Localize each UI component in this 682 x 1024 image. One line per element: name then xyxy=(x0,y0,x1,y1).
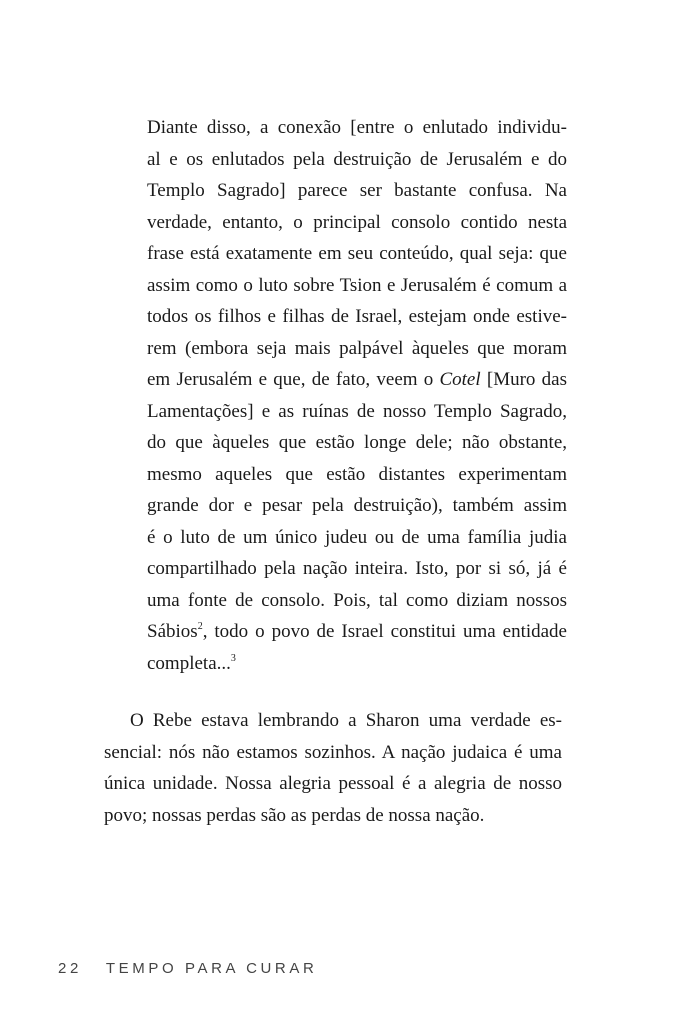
paragraph-line: única unidade. Nossa alegria pessoal é a alegria de nosso xyxy=(104,773,562,794)
quote-line: uma fonte de consolo. Pois, tal como diziam nossos xyxy=(147,589,567,611)
page-number: 22 xyxy=(58,960,82,977)
quote-line: Templo Sagrado] parece ser bastante confusa. Na xyxy=(147,180,567,201)
page-footer xyxy=(58,960,317,977)
quote-line: grande dor e pesar pela destruição), também assim xyxy=(147,495,567,516)
paragraph-line: povo; nossas perdas são as perdas de nossa nação. xyxy=(104,804,485,826)
italic-term: Cotel xyxy=(439,369,481,390)
quote-line xyxy=(147,364,567,396)
quote-line-text: em Jerusalém e que, de fato, veem o xyxy=(147,369,440,390)
quote-line: todos os filhos e filhas de Israel, estejam onde estive- xyxy=(147,306,567,327)
footnote-marker[interactable]: 2 xyxy=(197,621,203,632)
quote-line: do que àqueles que estão longe dele; não obstante, xyxy=(147,432,567,453)
block-quote xyxy=(147,112,567,679)
quote-line: compartilhado pela nação inteira. Isto, por si só, já é xyxy=(147,558,567,579)
quote-line: frase está exatamente em seu conteúdo, qual seja: que xyxy=(147,243,567,264)
quote-line: Diante disso, a conexão [entre o enlutado individu- xyxy=(147,117,567,138)
paragraph-line: O Rebe estava lembrando a Sharon uma verdade es- xyxy=(130,710,562,731)
quote-line: verdade, entanto, o principal consolo contido nesta xyxy=(147,211,567,233)
paragraph-line: sencial: nós não estamos sozinhos. A nação judaica é uma xyxy=(104,741,562,763)
quote-line: Lamentações] e as ruínas de nosso Templo Sagrado, xyxy=(147,400,567,422)
quote-line: mesmo aqueles que estão distantes experimentam xyxy=(147,463,567,485)
quote-line-text: , todo o povo de Israel constitui uma entidade xyxy=(202,621,567,642)
quote-line: assim como o luto sobre Tsion e Jerusalém é comum a xyxy=(147,274,567,296)
footnote-marker[interactable]: 3 xyxy=(230,652,236,664)
quote-line-text: completa... xyxy=(147,652,231,674)
quote-line-text: Sábios xyxy=(147,621,198,642)
quote-line xyxy=(147,648,567,680)
quote-line xyxy=(147,616,567,648)
running-title: TEMPO PARA CURAR xyxy=(105,960,318,977)
quote-line: é o luto de um único judeu ou de uma família judia xyxy=(147,526,567,548)
body-paragraph xyxy=(104,705,562,831)
quote-line: rem (embora seja mais palpável àqueles que moram xyxy=(147,337,567,359)
quote-line-text: [Muro das xyxy=(480,369,567,390)
quote-line: al e os enlutados pela destruição de Jerusalém e do xyxy=(147,148,567,170)
